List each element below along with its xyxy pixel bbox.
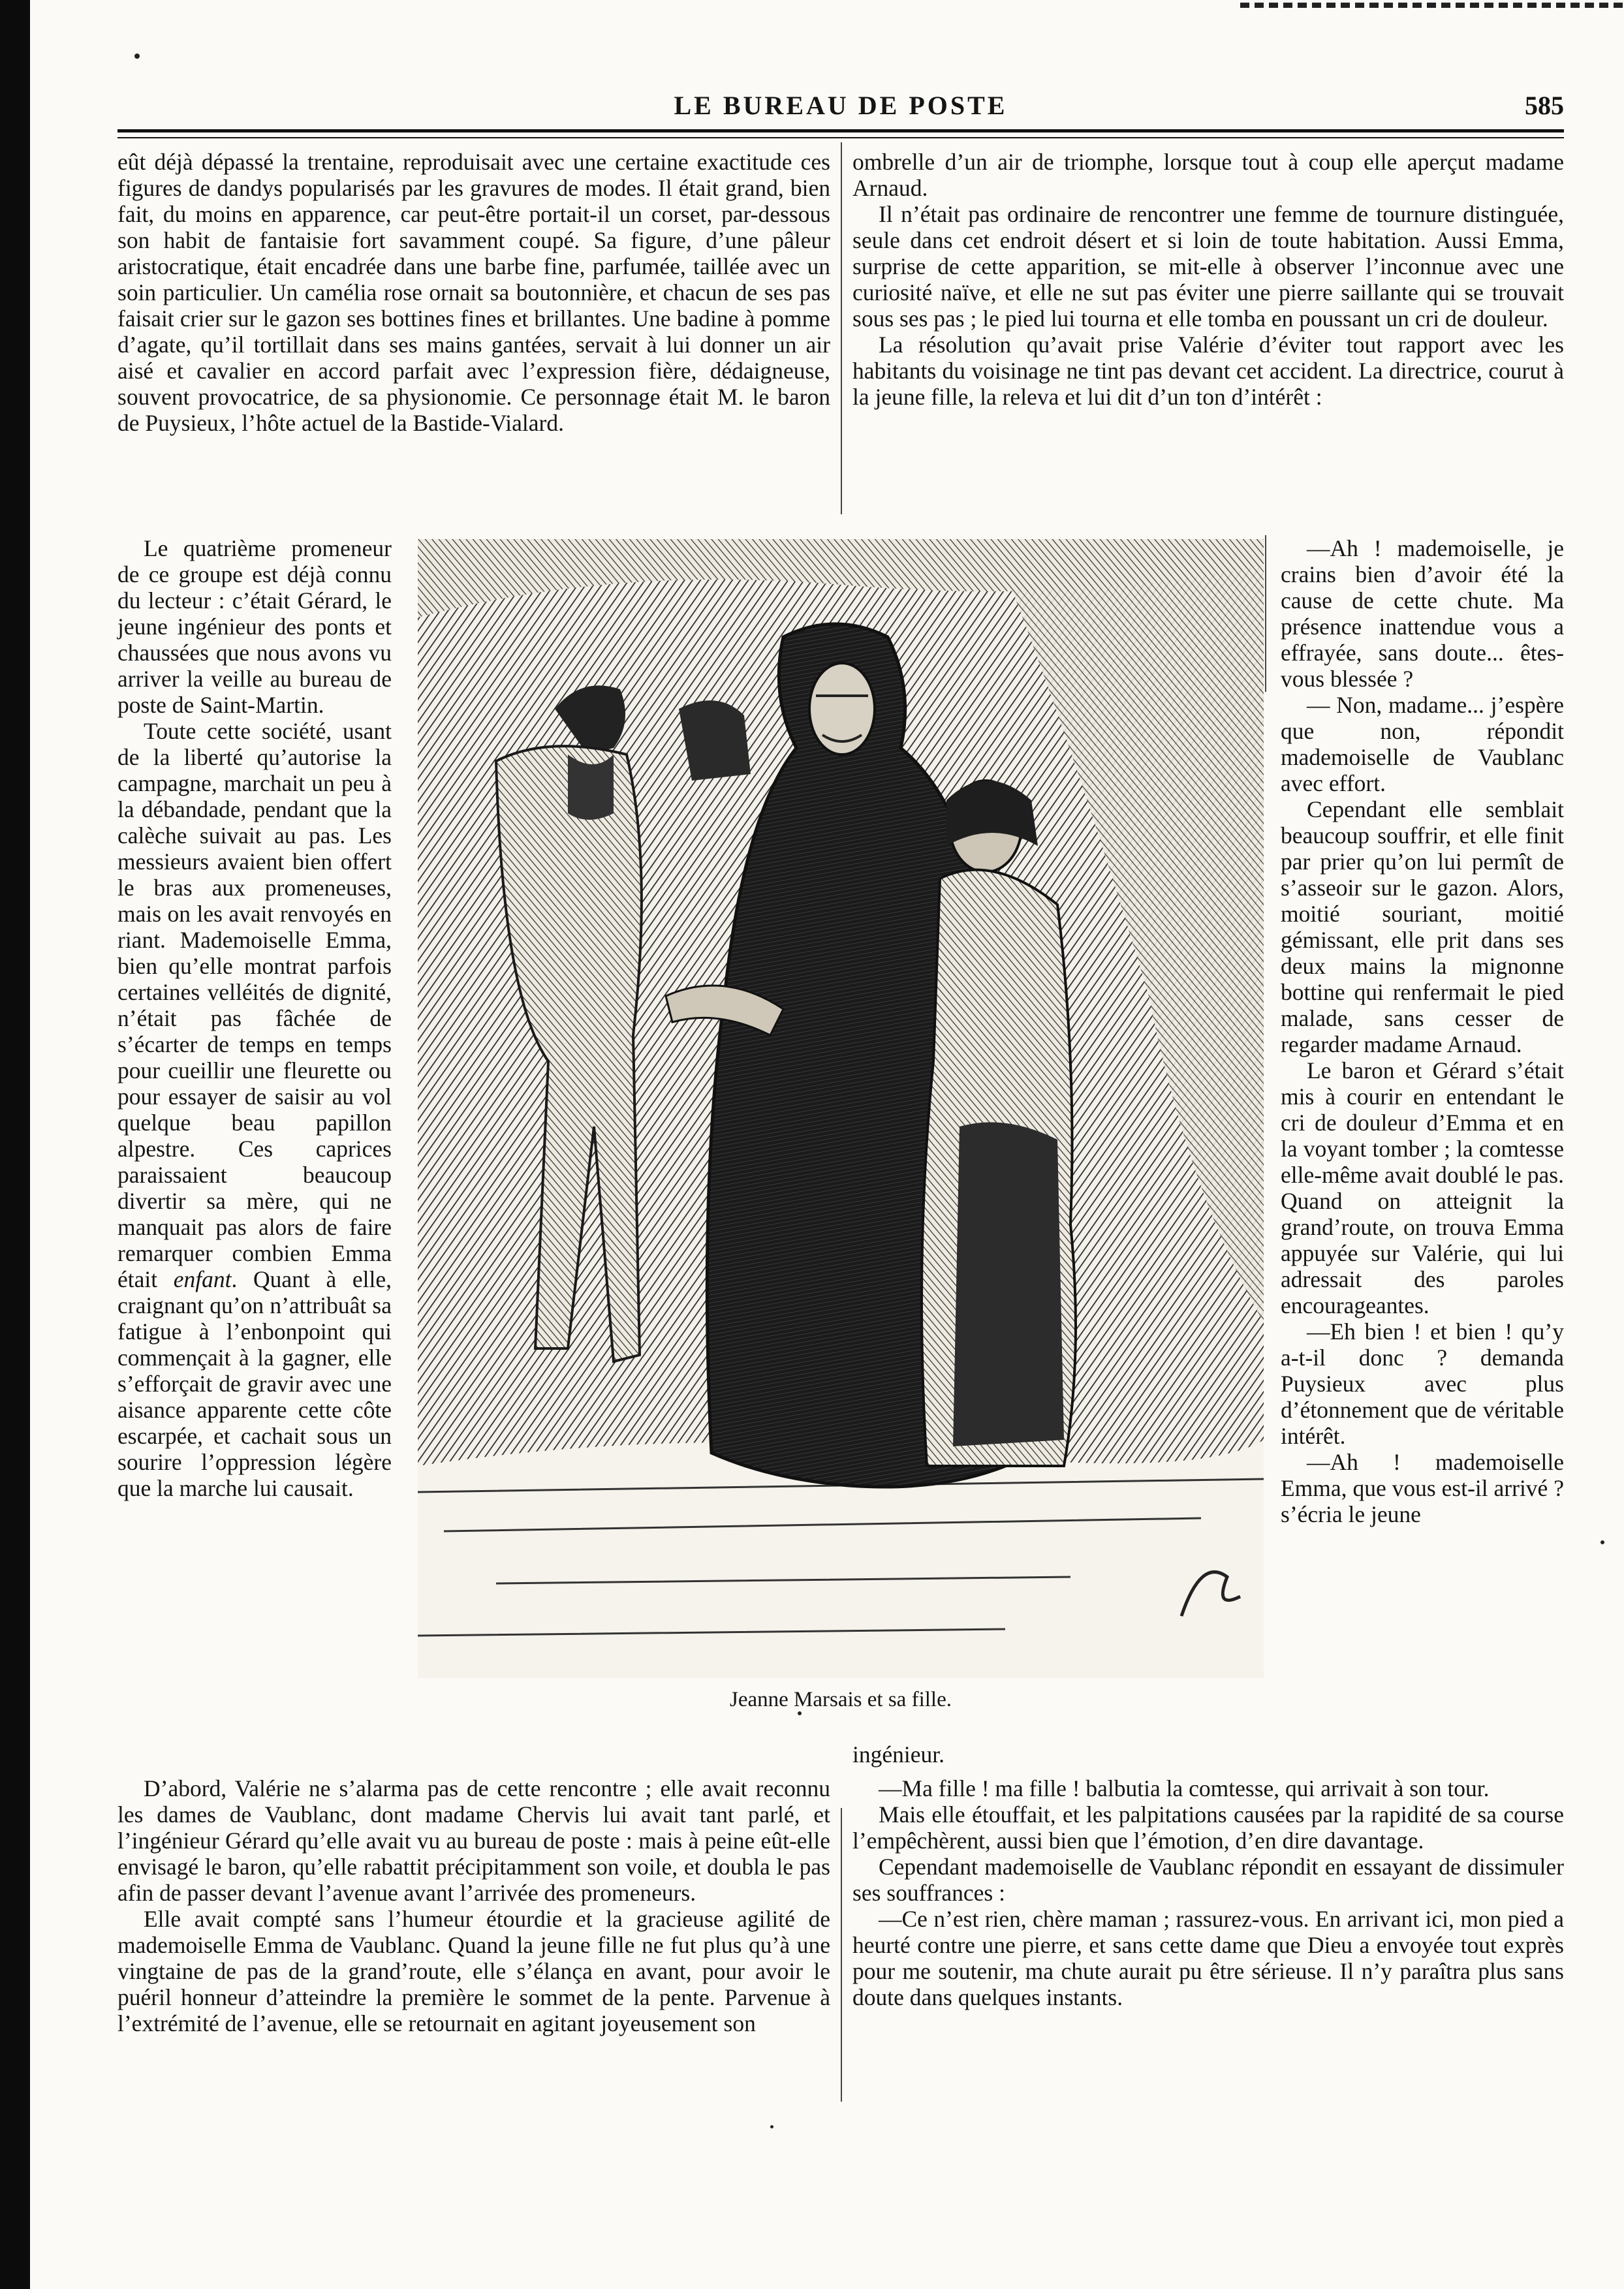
paragraph: — Non, madame... j’espère que non, répondit mademoiselle de Vaublanc avec effort.: [1281, 692, 1564, 796]
paragraph: D’abord, Valérie ne s’alarma pas de cette rencontre ; elle avait reconnu les dames de Vaublanc, dont madame Chervis lui avait tant parlé, et l’ingénieur Gérard qu’elle avait vu au bureau de poste : mais à peine eût-elle envisagé le baron, qu’elle rabattit précipitamment son voile, et doubla le pas afin de passer devant l’avenue avant l’arrivée des promeneurs.: [117, 1775, 830, 1906]
text-run: . Quant à elle, craignant qu’on n’attribuât sa fatigue à l’enbonpoint qui commençait à la gagner, elle s’efforçait de gravir avec une aisance apparente cette côte escarpée, et cachait sous un sourire l’oppression légère que la marche lui causait.: [117, 1266, 392, 1501]
running-title: LE BUREAU DE POSTE: [674, 91, 1008, 120]
page-binding-edge: [0, 0, 30, 2289]
left-column-top: [117, 149, 830, 436]
engraving-illustration: [418, 539, 1264, 1678]
right-column-bottom: [852, 1775, 1564, 2010]
paragraph: Le baron et Gérard s’était mis à courir en entendant le cri de douleur d’Emma et en la voyant tomber ; la comtesse elle-même avait doublé le pas. Quand on atteignit la grand’route, on trouva Emma appuyée sur Valérie, qui lui adressait des paroles encourageantes.: [1281, 1057, 1564, 1318]
left-column-bottom: [117, 1775, 830, 2036]
paragraph: ombrelle d’un air de triomphe, lorsque tout à coup elle aperçut madame Arnaud.: [852, 149, 1564, 201]
header-rule-thick: [117, 129, 1564, 132]
column-divider-side: [1265, 535, 1266, 692]
paragraph: eût déjà dépassé la trentaine, reproduisait avec une certaine exactitude ces figures de dandys popularisés par les gravures de modes. Il était grand, bien fait, du moins en apparence, car peut-être portait-il un corset, par-dessous son habit de fantaisie fort savamment coupé. Sa figure, d’une pâleur aristocratique, était encadrée dans une barbe fine, parfumée, taillée avec un soin particulier. Un camélia rose ornait sa boutonnière, et chacun de ses pas faisait crier sur le gazon ses bottines fines et brillantes. Une badine à pomme d’agate, qu’il tortillait dans ses mains gantées, servait à lui donner un air aisé et cavalier en accord parfait avec l’expression fière, dédaigneuse, souvent provocatrice, de sa physionomie. Ce personnage était M. le baron de Puysieux, l’hôte actuel de la Bastide-Vialard.: [117, 149, 830, 436]
page-number: 585: [1525, 91, 1564, 120]
paragraph: Cependant elle semblait beaucoup souffrir, et elle finit par prier qu’on lui permît de s’asseoir sur le gazon. Alors, moitié souriant, moitié gémissant, elle prit dans ses deux mains la mignonne bottine qui renfermait le pied malade, sans cesser de regarder madame Arnaud.: [1281, 796, 1564, 1057]
text-run: Toute cette société, usant de la liberté qu’autorise la campagne, marchait un peu à la débandade, pendant que la calèche suivait au pas. Les messieurs avaient bien offert le bras aux promeneuses, mais on les avait renvoyés en riant. Mademoiselle Emma, bien qu’elle montrat parfois certaines velléités de dignité, n’était pas fâchée de s’écarter de temps en temps pour cueillir une fleurette ou pour essayer de saisir au vol quelque beau papillon alpestre. Ces caprices paraissaient beaucoup divertir sa mère, qui ne manquait pas alors de faire remarquer combien Emma était: [117, 718, 392, 1292]
paragraph: —Ah ! mademoiselle, je crains bien d’avoir été la cause de cette chute. Ma présence inattendue vous a effrayée, sans doute... êtes-vous blessée ?: [1281, 535, 1564, 692]
left-narrow-column: [117, 535, 392, 1501]
paragraph: Cependant mademoiselle de Vaublanc répondit en essayant de dissimuler ses souffrances :: [852, 1854, 1564, 1906]
figure-caption: Jeanne Marsais et sa fille.: [730, 1688, 952, 1711]
paragraph: —Ah ! mademoiselle Emma, que vous est-il arrivé ? s’écria le jeune: [1281, 1449, 1564, 1527]
paragraph: Le quatrième promeneur de ce groupe est déjà connu du lecteur : c’était Gérard, le jeune ingénieur des ponts et chaussées que nous avons vu arriver la veille au bureau de poste de Saint-Martin.: [117, 535, 392, 718]
paragraph-continuation: ingénieur.: [852, 1741, 945, 1767]
column-divider-top: [841, 142, 842, 514]
top-edge-rule: [1240, 3, 1624, 8]
paragraph: La résolution qu’avait prise Valérie d’éviter tout rapport avec les habitants du voisinage ne tint pas devant cet accident. La directrice, courut à la jeune fille, la releva et lui dit d’un ton d’intérêt :: [852, 332, 1564, 410]
paragraph: [117, 718, 392, 1501]
paragraph: —Ce n’est rien, chère maman ; rassurez-vous. En arrivant ici, mon pied a heurté contre une pierre, et sans cette dame que Dieu a envoyée tout exprès pour me soutenir, ma chute aurait pu être sérieuse. Il n’y paraîtra plus sans doute dans quelques instants.: [852, 1906, 1564, 2010]
paragraph: Elle avait compté sans l’humeur étourdie et la gracieuse agilité de mademoiselle Emma de Vaublanc. Quand la jeune fille ne fut plus qu’à une vingtaine de pas de la grand’route, elle s’élança en avant, pour avoir le puéril honneur d’atteindre la première le sommet de la pente. Parvenue à l’extrémité de l’avenue, elle se retournait en agitant joyeusement son: [117, 1906, 830, 2036]
paragraph: Mais elle étouffait, et les palpitations causées par la rapidité de sa course l’empêchèrent, aussi bien que l’émotion, d’en dire davantage.: [852, 1801, 1564, 1854]
paragraph: —Eh bien ! et bien ! qu’y a-t-il donc ? demanda Puysieux avec plus d’étonnement que de véritable intérêt.: [1281, 1318, 1564, 1449]
right-narrow-column: [1281, 535, 1564, 1527]
paragraph: —Ma fille ! ma fille ! balbutia la comtesse, qui arrivait à son tour.: [879, 1775, 1490, 1801]
italic-word: enfant: [173, 1266, 232, 1292]
page-header: [117, 89, 1564, 123]
right-column-top: [852, 149, 1564, 410]
column-divider-bottom: [841, 1808, 842, 2102]
paragraph: Il n’était pas ordinaire de rencontrer une femme de tournure distinguée, seule dans cet endroit désert et si loin de toute habitation. Aussi Emma, surprise de cette apparition, se mit-elle à observer l’inconnue avec une curiosité naïve, et elle ne sut pas éviter une pierre saillante qui se trouvait sous ses pas ; le pied lui tourna et elle tomba en poussant un cri de douleur.: [852, 201, 1564, 332]
engraving-drawing: [418, 539, 1264, 1678]
header-rule-thin: [117, 137, 1564, 138]
